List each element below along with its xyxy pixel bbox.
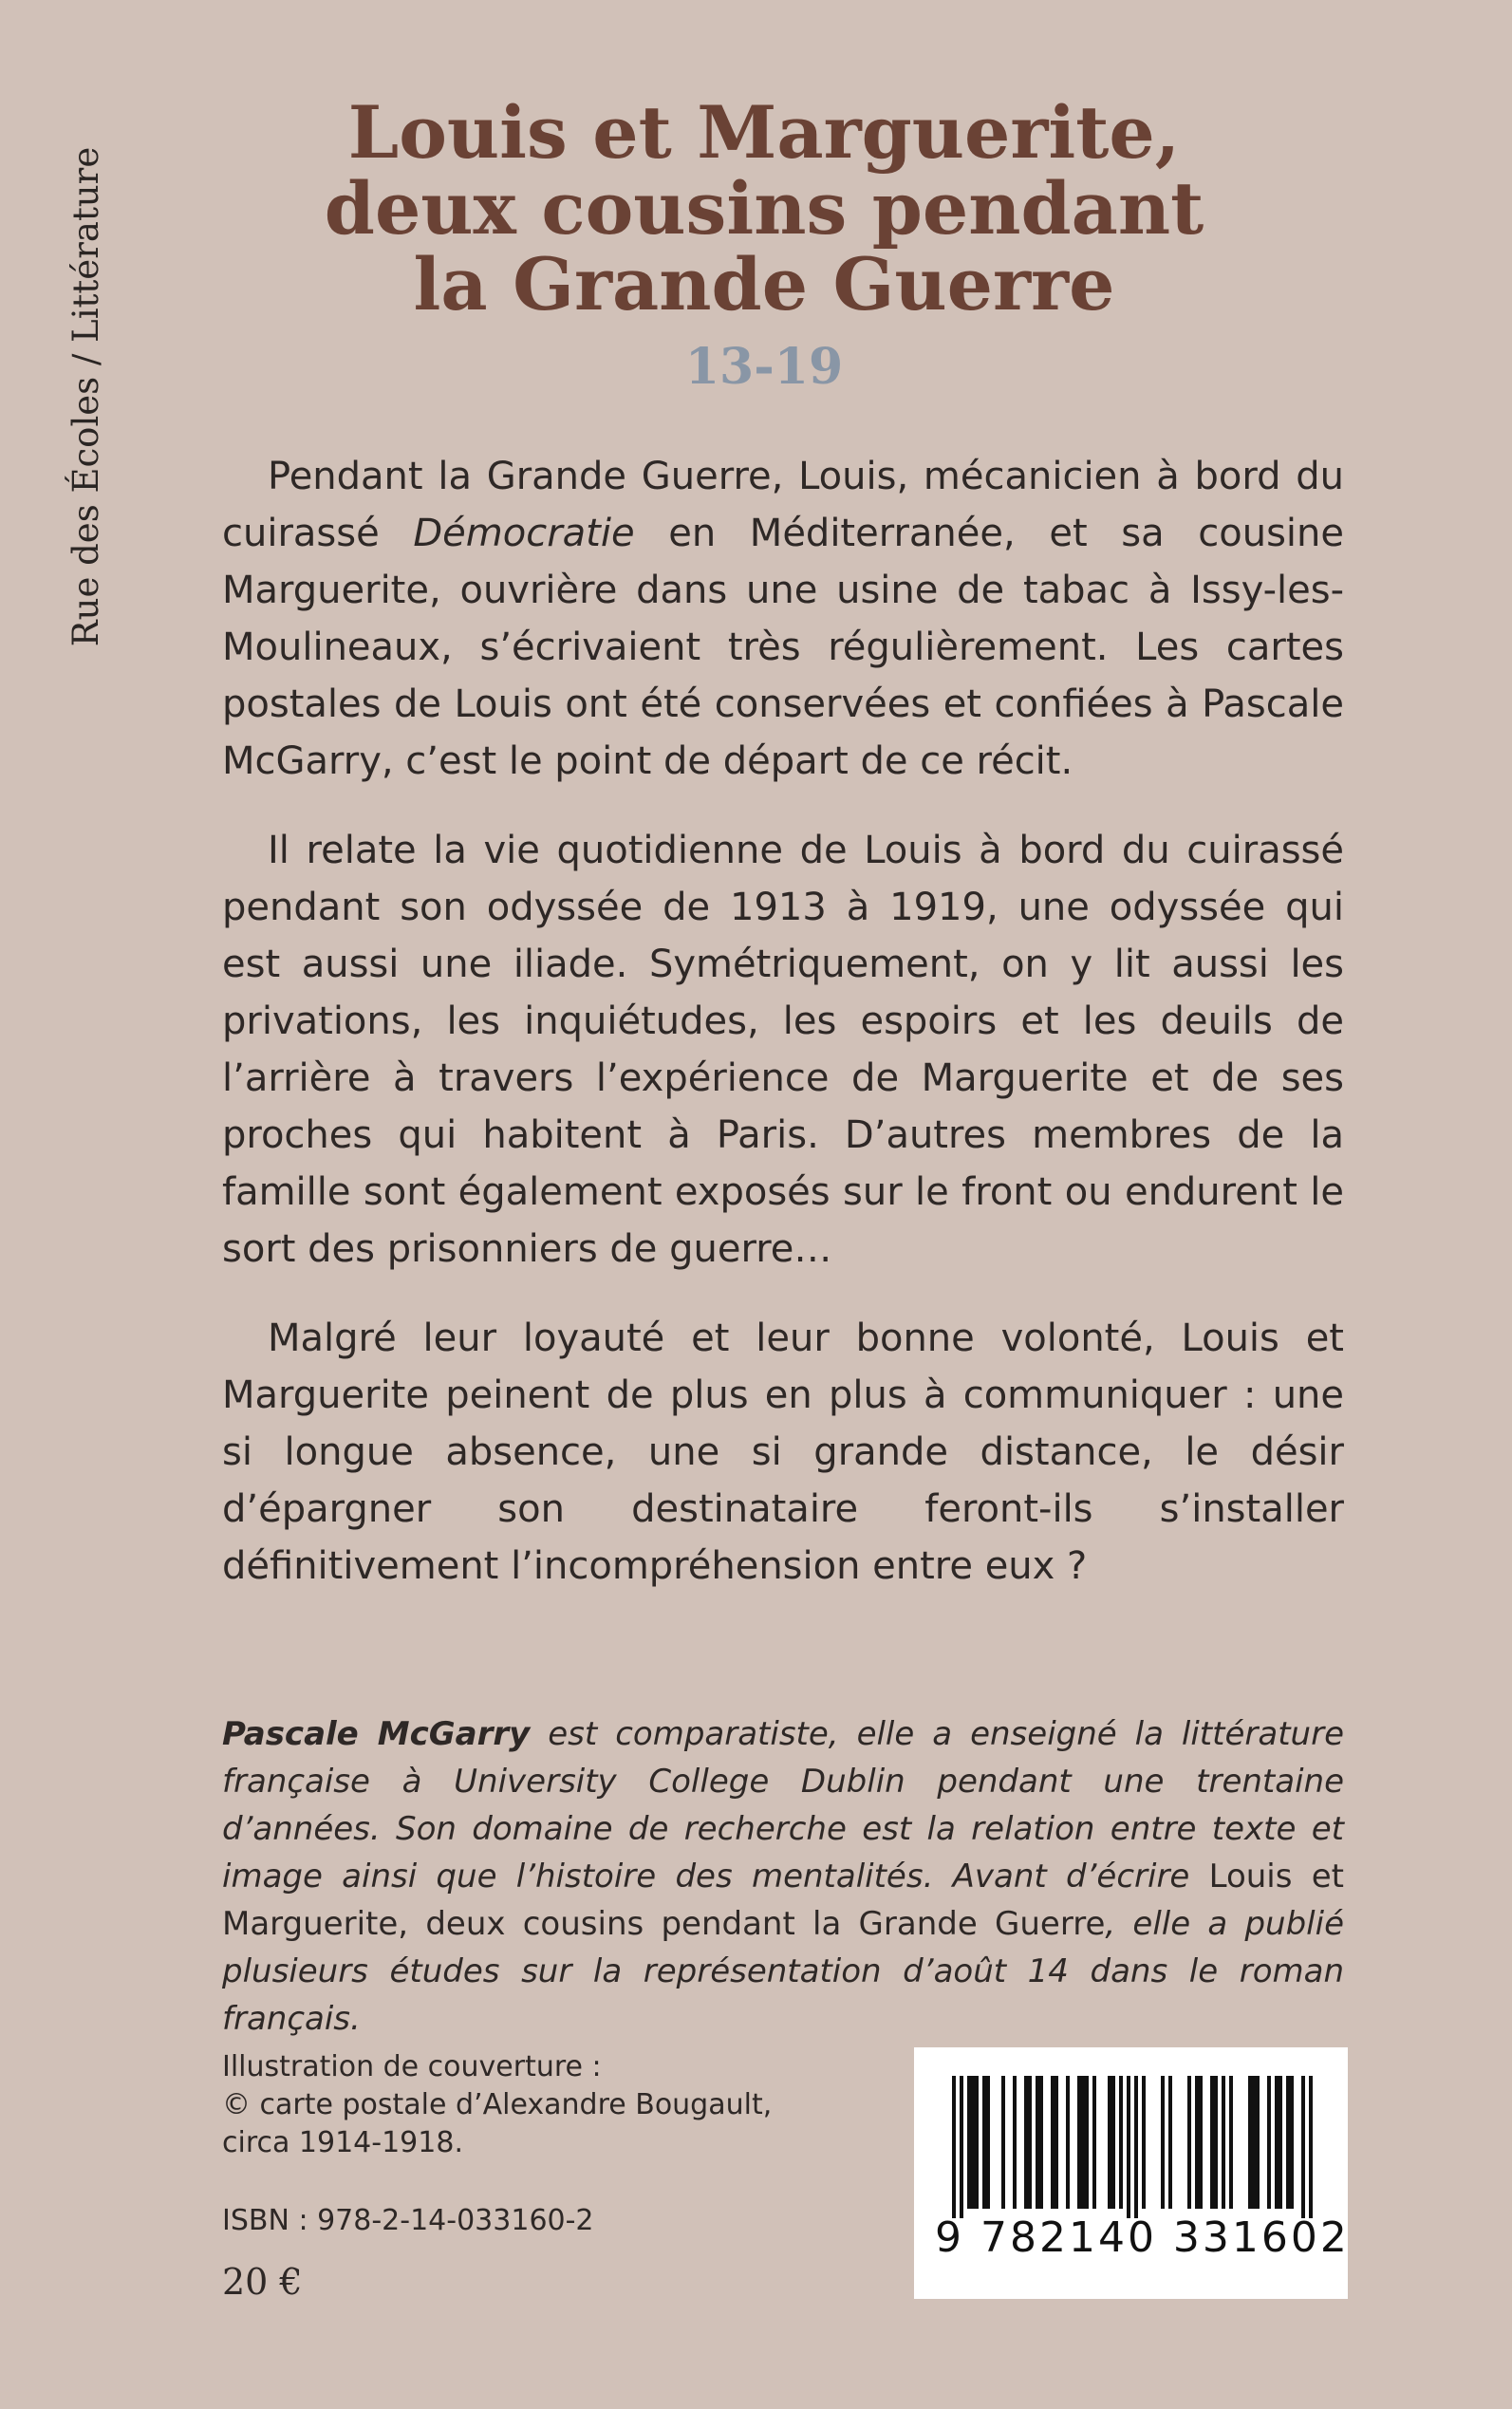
barcode-bar xyxy=(1051,2076,1058,2209)
blurb-paragraph-2: Il relate la vie quotidienne de Louis à bord du cuirassé pendant son odyssée de 1913 à 1919, une odyssée qui est aussi une iliade. Symétriquement, on y lit aussi les privations, les inquiétudes, les espoirs et les deuils de l’arrière à travers l’expérience de Marguerite et de ses proches qui habitent à Paris. D’autres membres de la famille sont également exposés sur le front ou endurent le sort des prisonniers de guerre… xyxy=(222,829,1344,1271)
barcode-bar xyxy=(1309,2076,1313,2218)
barcode-bar xyxy=(1168,2076,1172,2209)
barcode-bar xyxy=(1077,2076,1089,2209)
barcode-bar xyxy=(1024,2076,1032,2209)
barcode-digits: 9 782140 331602 xyxy=(935,2213,1350,2262)
barcode-bar xyxy=(1275,2076,1282,2209)
price: 20 € xyxy=(222,2261,303,2303)
book-title xyxy=(152,90,1376,327)
barcode-bar xyxy=(1066,2076,1070,2209)
barcode-bar xyxy=(1036,2076,1043,2209)
title-line-2: deux cousins pendant xyxy=(324,166,1204,251)
blurb-p1-end: en Méditerranée, et sa cousine Marguerite, ouvrière dans une usine de tabac à Issy-les-Moulineaux, s’écrivaient très régulièrement. Les cartes postales de Louis ont été conservées et confiées à Pascale McGarry, c’est le point de départ de ce récit. xyxy=(222,512,1345,783)
cover-credits xyxy=(222,2048,811,2162)
credit-line-3: circa 1914-1918. xyxy=(222,2126,463,2159)
blurb-paragraph-3: Malgré leur loyauté et leur bonne volonté, Louis et Marguerite peinent de plus en plus à communiquer : une si longue absence, une si grande distance, le désir d’épargner son destinataire feront-ils s’installer définitivement l’incompréhension entre eux ? xyxy=(222,1317,1344,1588)
barcode-bar xyxy=(1108,2076,1115,2209)
blurb-p1-start: Pendant la Grande Guerre, Louis, mécanicien à bord du cuirassé xyxy=(222,455,1344,555)
bio-text-end: , elle a publié plusieurs études sur la représentation d’août 14 dans le roman français. xyxy=(222,1905,1344,2038)
barcode-bar xyxy=(967,2076,979,2209)
barcode-bar xyxy=(1267,2076,1271,2209)
barcode-bar xyxy=(1210,2076,1218,2209)
author-bio xyxy=(222,1710,1344,2043)
barcode-bar xyxy=(1142,2076,1146,2209)
author-name: Pascale McGarry xyxy=(222,1715,531,1753)
credit-line-1: Illustration de couverture : xyxy=(222,2050,602,2083)
barcode xyxy=(914,2047,1348,2299)
barcode-bar xyxy=(1134,2076,1138,2218)
barcode-bar xyxy=(1127,2076,1130,2218)
isbn: ISBN : 978-2-14-033160-2 xyxy=(222,2204,594,2237)
barcode-bar xyxy=(1161,2076,1165,2209)
barcode-bar xyxy=(1013,2076,1017,2209)
barcode-bar xyxy=(1187,2076,1191,2209)
barcode-bar xyxy=(982,2076,990,2209)
barcode-bar xyxy=(1286,2076,1294,2209)
bio-text-start: est comparatiste, elle a enseigné la littérature française à University College Dublin pendant une trentaine d’années. Son domaine de recherche est la relation entre texte et image ainsi que l’histoire des mentalités. Avant d’écrire xyxy=(222,1715,1344,1895)
book-subtitle: 13-19 xyxy=(684,338,844,396)
blurb-paragraph-1 xyxy=(222,448,1344,790)
barcode-bar xyxy=(1222,2076,1225,2209)
spine-text: Rue des Écoles / Littérature xyxy=(65,146,106,647)
title-line-1: Louis et Marguerite, xyxy=(347,90,1181,175)
title-line-3: la Grande Guerre xyxy=(413,242,1115,327)
credit-line-2: © carte postale d’Alexandre Bougault, xyxy=(222,2088,773,2121)
blurb xyxy=(222,448,1344,1627)
spine xyxy=(65,103,108,691)
barcode-bar xyxy=(1092,2076,1096,2209)
barcode-bar xyxy=(1001,2076,1005,2209)
barcode-bar xyxy=(960,2076,963,2218)
barcode-bars xyxy=(943,2076,1319,2218)
barcode-bar xyxy=(952,2076,956,2218)
barcode-bar xyxy=(1195,2076,1203,2209)
bio-book-title: Louis et Marguerite, deux cousins pendant la Grande Guerre xyxy=(222,1858,1344,1943)
barcode-bar xyxy=(1248,2076,1260,2209)
barcode-bar xyxy=(1229,2076,1233,2209)
barcode-bar xyxy=(1119,2076,1123,2209)
barcode-bar xyxy=(1301,2076,1305,2218)
ship-name: Démocratie xyxy=(413,512,635,555)
